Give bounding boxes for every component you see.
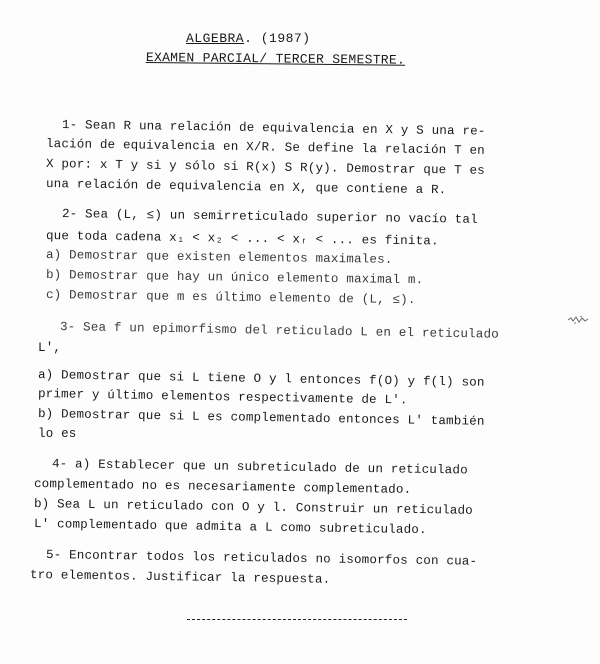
title-year: . (1987) <box>244 31 311 46</box>
q4-item-a-1: 4- a) Establecer que un subreticulado de un reticulado <box>51 457 468 478</box>
q3-item-b-2: lo es <box>38 427 77 441</box>
q4-item-b-1: b) Sea L un reticulado con O y l. Construir un reticulado <box>33 497 474 518</box>
q3-line-2: L', <box>38 341 62 355</box>
q2-item-c: c) Demostrar que m es último elemento de (L, ≤). <box>45 288 416 308</box>
exam-subtitle: EXAMEN PARCIAL/ TERCER SEMESTRE. <box>145 50 406 68</box>
q4-item-b-2: L' complementado que admita a L como subreticulado. <box>33 517 427 538</box>
q4-item-a-2: complementado no es necesariamente complementado. <box>33 477 412 497</box>
q1-line-2: lación de equivalencia en X/R. Se define la relación T en <box>45 137 486 158</box>
q2-item-b: b) Demostrar que hay un único elemento maximal m. <box>45 268 424 288</box>
q5-line-1: 5- Encontrar todos los reticulados no isomorfos con cua- <box>45 548 478 569</box>
q3-item-a-1: a) Demostrar que si L tiene O y l entonces f(O) y f(l) son <box>37 368 485 390</box>
q1-line-4: una relación de equivalencia en X, que contiene a R. <box>45 177 447 198</box>
q1-line-1: 1- Sean R una relación de equivalencia en X y S una re- <box>61 118 486 139</box>
exam-title <box>186 31 311 46</box>
q2-line-2: que toda cadena x₁ < x₂ < ... < xᵣ < ... es finita. <box>45 229 439 249</box>
closing-rule <box>187 619 407 620</box>
title-subject: ALGEBRA <box>186 31 245 46</box>
q1-line-3: X por: x T y si y sólo si R(x) S R(y). Demostrar que T es <box>45 157 486 178</box>
q2-item-a: a) Demostrar que existen elementos maximales. <box>45 248 393 267</box>
q5-line-2: tro elementos. Justificar la respuesta. <box>29 568 331 587</box>
q3-item-b-1: b) Demostrar que si L es complementado entonces L' también <box>37 407 485 429</box>
q2-line-1: 2- Sea (L, ≤) un semirreticulado superior no vacío tal <box>61 207 478 227</box>
q3-item-a-2: primer y último elementos respectivamente de L'. <box>37 387 408 408</box>
q3-line-1: 3- Sea f un epimorfismo del reticulado L en el reticulado <box>59 320 500 342</box>
margin-scan-mark <box>567 315 589 329</box>
